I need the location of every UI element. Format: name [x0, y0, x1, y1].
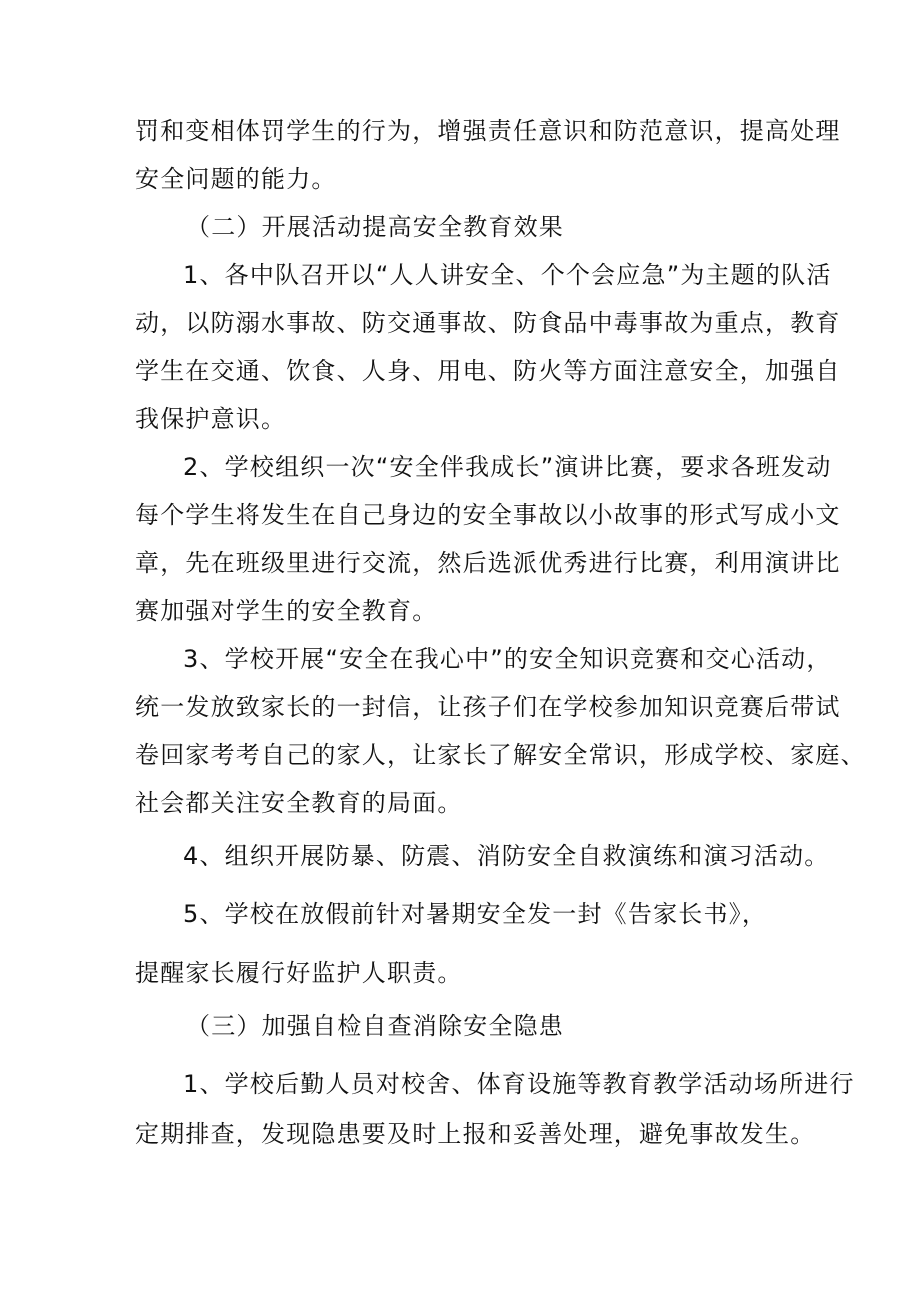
text-line-16: 4、组织开展防暴、防震、消防安全自救演练和演习活动。 [183, 842, 830, 870]
text-line-1: 罚和变相体罚学生的行为，增强责任意识和防范意识，提高处理 [135, 117, 841, 145]
text-line-20: 1、学校后勤人员对校舍、体育设施等教育教学活动场所进行 [183, 1070, 855, 1098]
text-line-11: 赛加强对学生的安全教育。 [135, 597, 438, 625]
text-line-10: 章，先在班级里进行交流，然后选派优秀进行比赛，利用演讲比 [135, 549, 841, 577]
text-line-5: 动，以防溺水事故、防交通事故、防食品中毒事故为重点，教育 [135, 309, 841, 337]
text-line-21: 定期排查，发现隐患要及时上报和妥善处理，避免事故发生。 [135, 1120, 816, 1148]
text-line-13: 统一发放致家长的一封信，让孩子们在学校参加知识竞赛后带试 [135, 693, 841, 721]
text-line-4: 1、各中队召开以“人人讲安全、个个会应急”为主题的队活 [183, 261, 832, 289]
section-heading-2: （二）开展活动提高安全教育效果 [186, 213, 564, 241]
text-line-9: 每个学生将发生在自己身边的安全事故以小故事的形式写成小文 [135, 501, 841, 529]
text-line-12: 3、学校开展“安全在我心中”的安全知识竞赛和交心活动， [183, 645, 832, 673]
text-line-17: 5、学校在放假前针对暑期安全发一封《告家长书》， [183, 900, 768, 928]
text-line-18: 提醒家长履行好监护人职责。 [135, 959, 463, 987]
text-line-7: 我保护意识。 [135, 405, 287, 433]
text-line-14: 卷回家考考自己的家人，让家长了解安全常识，形成学校、家庭、 [135, 741, 866, 769]
section-heading-3: （三）加强自检自查消除安全隐患 [186, 1012, 564, 1040]
text-line-8: 2、学校组织一次“安全伴我成长”演讲比赛，要求各班发动 [183, 453, 832, 481]
text-line-6: 学生在交通、饮食、人身、用电、防火等方面注意安全，加强自 [135, 357, 841, 385]
text-line-2: 安全问题的能力。 [135, 165, 337, 193]
text-line-15: 社会都关注安全教育的局面。 [135, 789, 463, 817]
